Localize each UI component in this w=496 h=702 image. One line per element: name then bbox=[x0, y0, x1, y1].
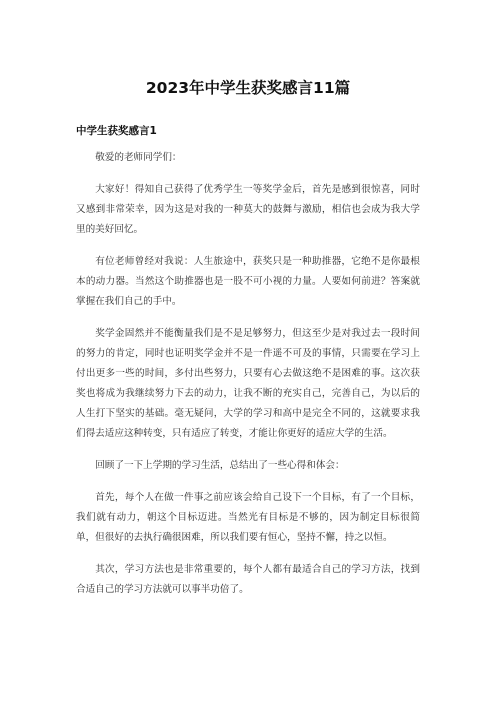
body-paragraph: 首先，每个人在做一件事之前应该会给自己设下一个目标，有了一个目标，我们就有动力，朝这个目标迈进。当然光有目标是不够的，因为制定目标很简单，但很好的去执行确很困难，所以我们要有恒心，坚持不懈，持之以恒。 bbox=[76, 492, 420, 543]
document-title: 2023年中学生获奖感言11篇 bbox=[145, 79, 351, 97]
salutation-paragraph: 敬爱的老师同学们： bbox=[95, 152, 182, 163]
body-paragraph: 其次，学习方法也是非常重要的，每个人都有最适合自己的学习方法，找到合适自己的学习方法就可以事半功倍了。 bbox=[76, 564, 420, 595]
body-paragraph: 大家好！得知自己获得了优秀学生一等奖学金后，首先是感到很惊喜，同时又感到非常荣幸，因为这是对我的一种莫大的鼓舞与激励，相信也会成为我大学里的美好回忆。 bbox=[76, 184, 420, 235]
body-paragraph: 有位老师曾经对我说：人生旅途中，获奖只是一种助推器，它绝不是你最根本的动力器。当然这个助推器也是一股不可小视的力量。人要如何前进？答案就掌握在我们自己的手中。 bbox=[76, 256, 420, 307]
section-heading: 中学生获奖感言1 bbox=[76, 125, 157, 137]
body-paragraph: 回顾了一下上学期的学习生活，总结出了一些心得和体会： bbox=[95, 460, 345, 471]
section-1 bbox=[76, 124, 420, 600]
body-paragraph: 奖学金固然并不能衡量我们是不是足够努力，但这至少是对我过去一段时间的努力的肯定，同时也证明奖学金并不是一件遥不可及的事情，只需要在学习上付出更多一些的时间，多付出些努力，只要有心去做这绝不是困难的事。这次获奖也将成为我继续努力下去的动力，让我不断的充实自己，完善自己，为以后的人生打下坚实的基础。毫无疑问，大学的学习和高中是完全不同的，这就要求我们得去适应这种转变，只有适应了转变，才能让你更好的适应大学的生活。 bbox=[76, 328, 420, 439]
